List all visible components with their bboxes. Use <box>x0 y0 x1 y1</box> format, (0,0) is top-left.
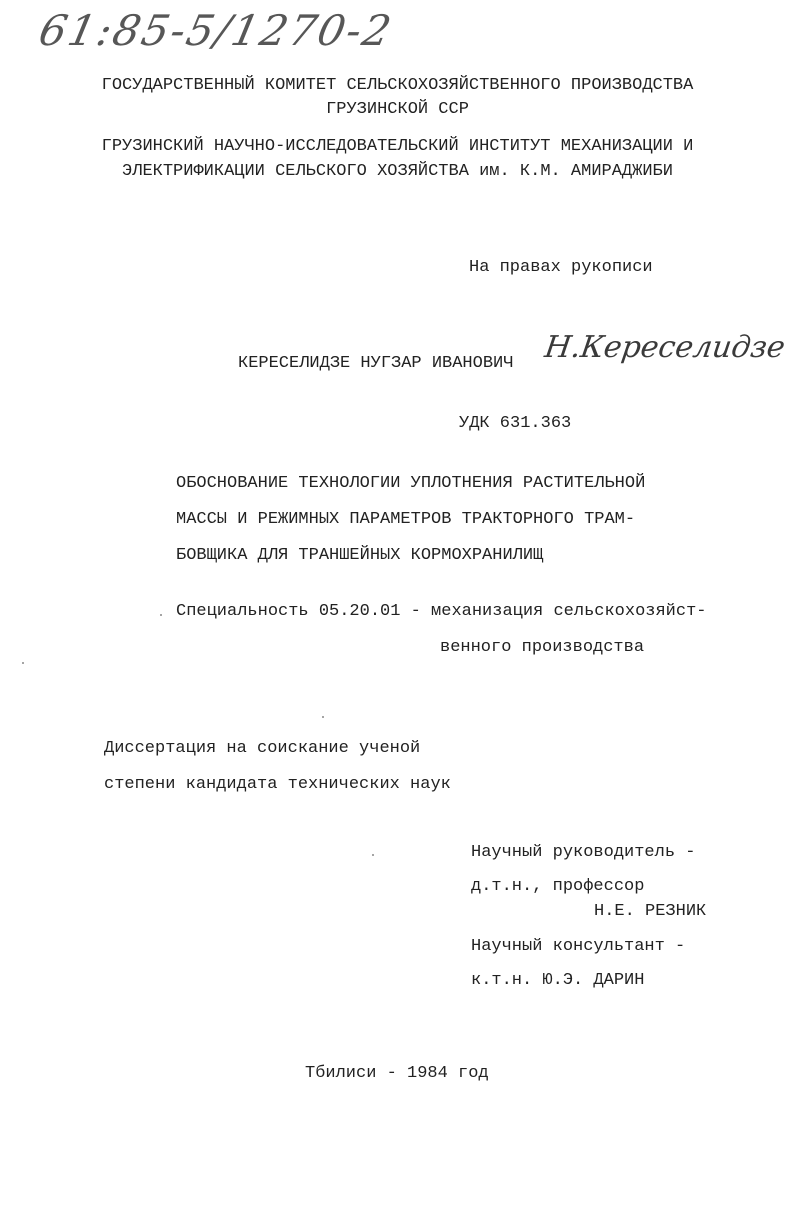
supervisor-degree: д.т.н., профессор <box>471 877 645 896</box>
consultant-role: Научный консультант - <box>471 937 686 956</box>
supervisor-role: Научный руководитель - <box>471 843 696 862</box>
udk-code: УДК 631.363 <box>459 414 572 433</box>
author-signature: Н.Кереселидзе <box>542 330 788 365</box>
dissertation-line-2: степени кандидата технических наук <box>104 775 451 794</box>
scan-speck <box>160 614 162 616</box>
supervisor-name: Н.Е. РЕЗНИК <box>594 902 707 921</box>
committee-line-1: ГОСУДАРСТВЕННЫЙ КОМИТЕТ СЕЛЬСКОХОЗЯЙСТВЕННОГО ПРОИЗВОДСТВА <box>101 76 694 95</box>
title-line-1: ОБОСНОВАНИЕ ТЕХНОЛОГИИ УПЛОТНЕНИЯ РАСТИТЕЛЬНОЙ <box>176 474 646 493</box>
author-name: КЕРЕСЕЛИДЗЕ НУГЗАР ИВАНОВИЧ <box>238 354 514 373</box>
city-year-footer: Тбилиси - 1984 год <box>305 1064 489 1083</box>
institute-line-2: ЭЛЕКТРИФИКАЦИИ СЕЛЬСКОГО ХОЗЯЙСТВА им. К.М. АМИРАДЖИБИ <box>122 162 673 181</box>
title-line-2: МАССЫ И РЕЖИМНЫХ ПАРАМЕТРОВ ТРАКТОРНОГО ТРАМ- <box>176 510 636 529</box>
institute-line-1: ГРУЗИНСКИЙ НАУЧНО-ИССЛЕДОВАТЕЛЬСКИЙ ИНСТИТУТ МЕХАНИЗАЦИИ И <box>101 137 694 156</box>
committee-line-2: ГРУЗИНСКОЙ ССР <box>326 100 469 119</box>
title-line-3: БОВЩИКА ДЛЯ ТРАНШЕЙНЫХ КОРМОХРАНИЛИЩ <box>176 546 544 565</box>
manuscript-rights: На правах рукописи <box>469 258 653 277</box>
consultant-name: к.т.н. Ю.Э. ДАРИН <box>471 971 645 990</box>
specialty-line-2: венного производства <box>440 638 645 657</box>
dissertation-line-1: Диссертация на соискание ученой <box>104 739 421 758</box>
scan-speck <box>372 854 374 856</box>
specialty-line-1: Специальность 05.20.01 - механизация сельскохозяйст- <box>176 602 707 621</box>
scan-speck <box>22 662 24 664</box>
scan-speck <box>322 716 324 718</box>
archive-number-handwritten: 61:85-5/1270-2 <box>34 6 398 55</box>
